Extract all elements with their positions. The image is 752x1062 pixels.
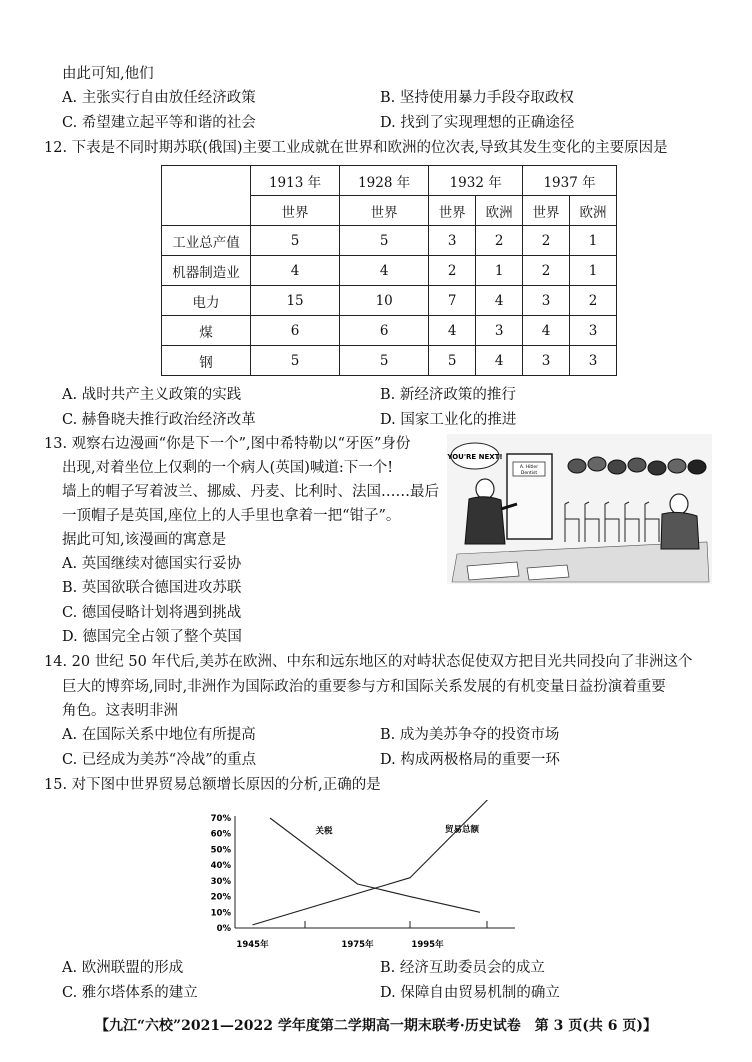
page-footer: 【九江“六校”2021—2022 学年度第二学期高一期末联考·历史试卷 第 3 页(共 6 页)】	[94, 1018, 657, 1034]
q13-stem-line: 13. 观察右边漫画“你是下一个”,图中希特勒以“牙医”身份	[44, 436, 411, 452]
q13-option-c[interactable]: C. 德国侵略计划将遇到挑战	[62, 605, 242, 621]
q12-stem: 12. 下表是不同时期苏联(俄国)主要工业成就在世界和欧洲的位次表,导致其发生变化的主要原因是	[44, 140, 668, 156]
table-cell: 7	[429, 286, 476, 316]
floor-newspaper	[527, 565, 569, 580]
table-subheader: 世界	[340, 196, 429, 226]
x-tick-label: 1975年	[341, 940, 374, 950]
trade-line-chart	[190, 800, 520, 960]
table-cell: 6	[340, 316, 429, 346]
table-subheader: 欧洲	[570, 196, 617, 226]
table-cell: 1	[570, 256, 617, 286]
q11-option-d[interactable]: D. 找到了实现理想的正确途径	[380, 115, 575, 131]
q14-stem-line: 14. 20 世纪 50 年代后,美苏在欧洲、中东和远东地区的对峙状态促使双方把目光共同投向了非洲这个	[44, 654, 693, 670]
table-year-header: 1913 年	[251, 166, 340, 196]
table-cell: 2	[476, 226, 523, 256]
q14-stem-line: 巨大的博弈场,同时,非洲作为国际政治的重要参与方和国际关系发展的有机变量日益扮演着重要	[62, 679, 666, 695]
q13-option-d[interactable]: D. 德国完全占领了整个英国	[62, 629, 242, 645]
q15-option-c[interactable]: C. 雅尔塔体系的建立	[62, 985, 198, 1001]
table-cell: 3	[570, 316, 617, 346]
table-cell: 10	[340, 286, 429, 316]
dentist-head	[476, 479, 494, 499]
patient-body	[661, 512, 699, 549]
q12-option-a[interactable]: A. 战时共产主义政策的实践	[62, 387, 242, 403]
y-tick-label: 30%	[210, 876, 231, 887]
table-cell: 4	[476, 286, 523, 316]
q15-option-a[interactable]: A. 欧洲联盟的形成	[62, 960, 184, 976]
table-cell: 3	[570, 346, 617, 376]
q13-option-b[interactable]: B. 英国欲联合德国进攻苏联	[62, 580, 242, 596]
door-sign-line2: Dentist	[520, 471, 538, 476]
table-cell: 15	[251, 286, 340, 316]
row-label: 机器制造业	[162, 256, 251, 286]
table-subheader: 世界	[523, 196, 570, 226]
y-tick-label: 10%	[210, 908, 231, 919]
door-sign-line1: A. Hitler	[519, 465, 539, 470]
q15-stem: 15. 对下图中世界贸易总额增长原因的分析,正确的是	[44, 777, 381, 793]
y-tick-label: 60%	[210, 829, 231, 840]
table-row	[162, 286, 617, 316]
table-cell: 3	[429, 226, 476, 256]
table-cell: 5	[251, 226, 340, 256]
q11-option-b[interactable]: B. 坚持使用暴力手段夺取政权	[380, 90, 574, 106]
x-tick-label: 1945年	[236, 940, 269, 950]
x-tick-label: 1995年	[411, 940, 444, 950]
q14-option-b[interactable]: B. 成为美苏争夺的投资市场	[380, 727, 560, 743]
table-year-header: 1937 年	[523, 166, 617, 196]
trade-total-line	[253, 800, 498, 925]
q14-option-a[interactable]: A. 在国际关系中地位有所提高	[62, 727, 256, 743]
q14-option-d[interactable]: D. 构成两极格局的重要一环	[380, 752, 560, 768]
q15-option-d[interactable]: D. 保障自由贸易机制的确立	[380, 985, 560, 1001]
cartoon-image	[447, 434, 712, 584]
q13-stem-line: 墙上的帽子写着波兰、挪威、丹麦、比利时、法国……最后	[62, 484, 439, 500]
patient-head	[670, 494, 688, 514]
y-tick-label: 20%	[210, 892, 231, 903]
table-cell: 5	[340, 346, 429, 376]
table-cell: 3	[476, 316, 523, 346]
q13-option-a[interactable]: A. 英国继续对德国实行妥协	[62, 556, 242, 572]
row-label: 煤	[162, 316, 251, 346]
table-subheader: 世界	[251, 196, 340, 226]
y-tick-label: 40%	[210, 861, 231, 872]
q11-option-c[interactable]: C. 希望建立起平等和谐的社会	[62, 115, 256, 131]
dentist-body	[465, 497, 505, 544]
q11-option-a[interactable]: A. 主张实行自由放任经济政策	[62, 90, 256, 106]
table-cell: 4	[340, 256, 429, 286]
row-label: 电力	[162, 286, 251, 316]
table-cell: 2	[429, 256, 476, 286]
row-label: 工业总产值	[162, 226, 251, 256]
table-cell: 4	[251, 256, 340, 286]
table-cell: 2	[523, 256, 570, 286]
table-subheader: 世界	[429, 196, 476, 226]
table-cell: 5	[429, 346, 476, 376]
tariff-series-label: 关税	[315, 826, 333, 837]
q13-stem-line: 出现,对着坐位上仅剩的一个病人(英国)喊道:下一个!	[62, 460, 394, 476]
table-cell: 4	[429, 316, 476, 346]
table-row	[162, 316, 617, 346]
table-cell: 3	[523, 286, 570, 316]
speech-text: YOU'RE NEXT!	[447, 453, 503, 461]
table-row	[162, 256, 617, 286]
table-cell: 4	[523, 316, 570, 346]
table-cell: 5	[251, 346, 340, 376]
y-tick-label: 50%	[210, 845, 231, 856]
q12-option-b[interactable]: B. 新经济政策的推行	[380, 387, 516, 403]
y-tick-label: 70%	[210, 814, 231, 824]
q11-tail: 由此可知,他们	[62, 66, 154, 82]
y-tick-label: 0%	[216, 924, 231, 934]
q15-option-b[interactable]: B. 经济互助委员会的成立	[380, 960, 545, 976]
q13-stem-line: 一顶帽子是英国,座位上的人手里也拿着一把“钳子”。	[62, 508, 401, 524]
q12-option-d[interactable]: D. 国家工业化的推进	[380, 412, 517, 428]
table-year-header: 1928 年	[340, 166, 429, 196]
q13-stem-line: 据此可知,该漫画的寓意是	[62, 532, 227, 548]
table-corner-cell	[162, 166, 251, 226]
table-subheader: 欧洲	[476, 196, 523, 226]
row-label: 钢	[162, 346, 251, 376]
ranking-table	[161, 165, 617, 376]
table-cell: 2	[570, 286, 617, 316]
table-row	[162, 226, 617, 256]
table-year-header: 1932 年	[429, 166, 523, 196]
table-cell: 6	[251, 316, 340, 346]
table-cell: 5	[340, 226, 429, 256]
table-row	[162, 346, 617, 376]
q12-option-c[interactable]: C. 赫鲁晓夫推行政治经济改革	[62, 412, 256, 428]
table-cell: 1	[476, 256, 523, 286]
table-cell: 1	[570, 226, 617, 256]
q14-option-c[interactable]: C. 已经成为美苏“冷战”的重点	[62, 752, 257, 768]
table-cell: 2	[523, 226, 570, 256]
q14-stem-line: 角色。这表明非洲	[62, 703, 178, 719]
trade-total-series-label: 贸易总额	[445, 825, 480, 836]
table-cell: 4	[476, 346, 523, 376]
table-cell: 3	[523, 346, 570, 376]
